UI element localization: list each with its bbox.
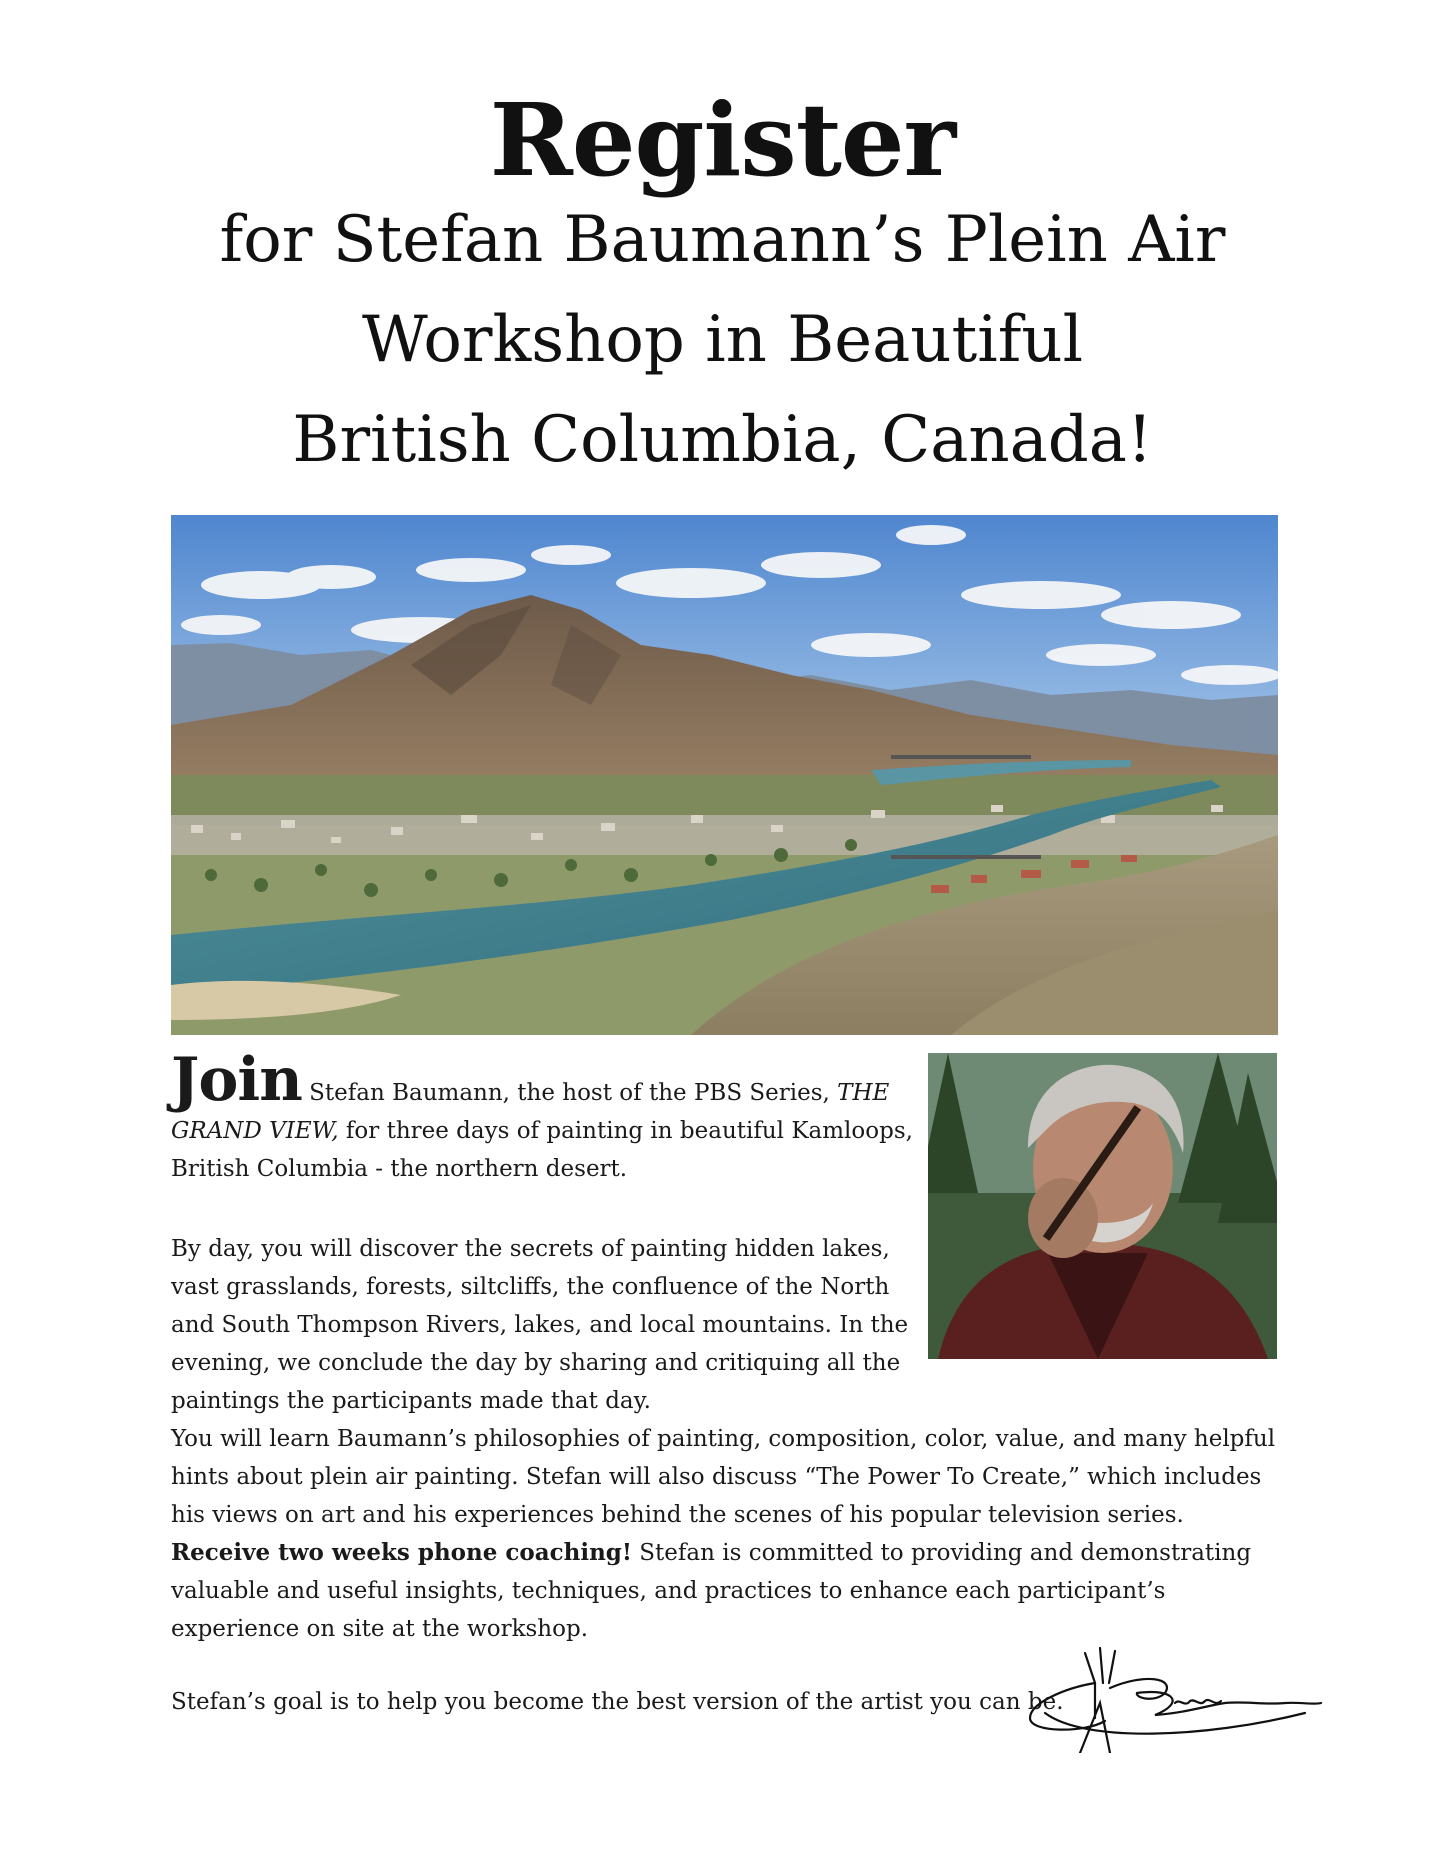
baumann-signature [1025, 1643, 1325, 1753]
join-word: Join [171, 1045, 302, 1115]
headline-register: Register [489, 81, 956, 199]
intro-text-a: Stefan Baumann, the host of the PBS Series, [309, 1080, 830, 1106]
headline-line-1: for Stefan Baumann’s Plein Air [219, 203, 1226, 277]
kamloops-landscape-photo [171, 515, 1278, 1035]
learn-text-b: Stefan is committed to providing and demonstrating valuable and useful insights, techniques, and practices to enhance each participant’s experience on site at the workshop. [171, 1540, 1252, 1642]
series-title: THE GRAND VIEW, [171, 1080, 890, 1144]
headline-line-3: British Columbia, Canada! [292, 403, 1153, 477]
phone-coaching-highlight: Receive two weeks phone coaching! [171, 1539, 632, 1566]
intro-text-b: for three days of painting in beautiful Kamloops, British Columbia - the northern desert. [171, 1118, 913, 1182]
goal-line: Stefan’s goal is to help you become the best version of the artist you can be. [171, 1689, 1064, 1715]
learn-paragraph [171, 1420, 1276, 1648]
learn-text-a: You will learn Baumann’s philosophies of painting, composition, color, value, and many helpful hints about plein air painting. Stefan will also discuss “The Power To Create,” which includes his views on art and his experiences behind the scenes of his popular television series. [171, 1426, 1276, 1528]
stefan-baumann-portrait [928, 1053, 1277, 1359]
headline-line-2: Workshop in Beautiful [361, 303, 1084, 377]
intro-paragraph [171, 1045, 921, 1188]
by-day-paragraph: By day, you will discover the secrets of painting hidden lakes, vast grasslands, forests, siltcliffs, the confluence of the North and South Thompson Rivers, lakes, and local mountains. In the evening, we conclude the day by sharing and critiquing all the paintings the participants made that day. [171, 1236, 909, 1414]
